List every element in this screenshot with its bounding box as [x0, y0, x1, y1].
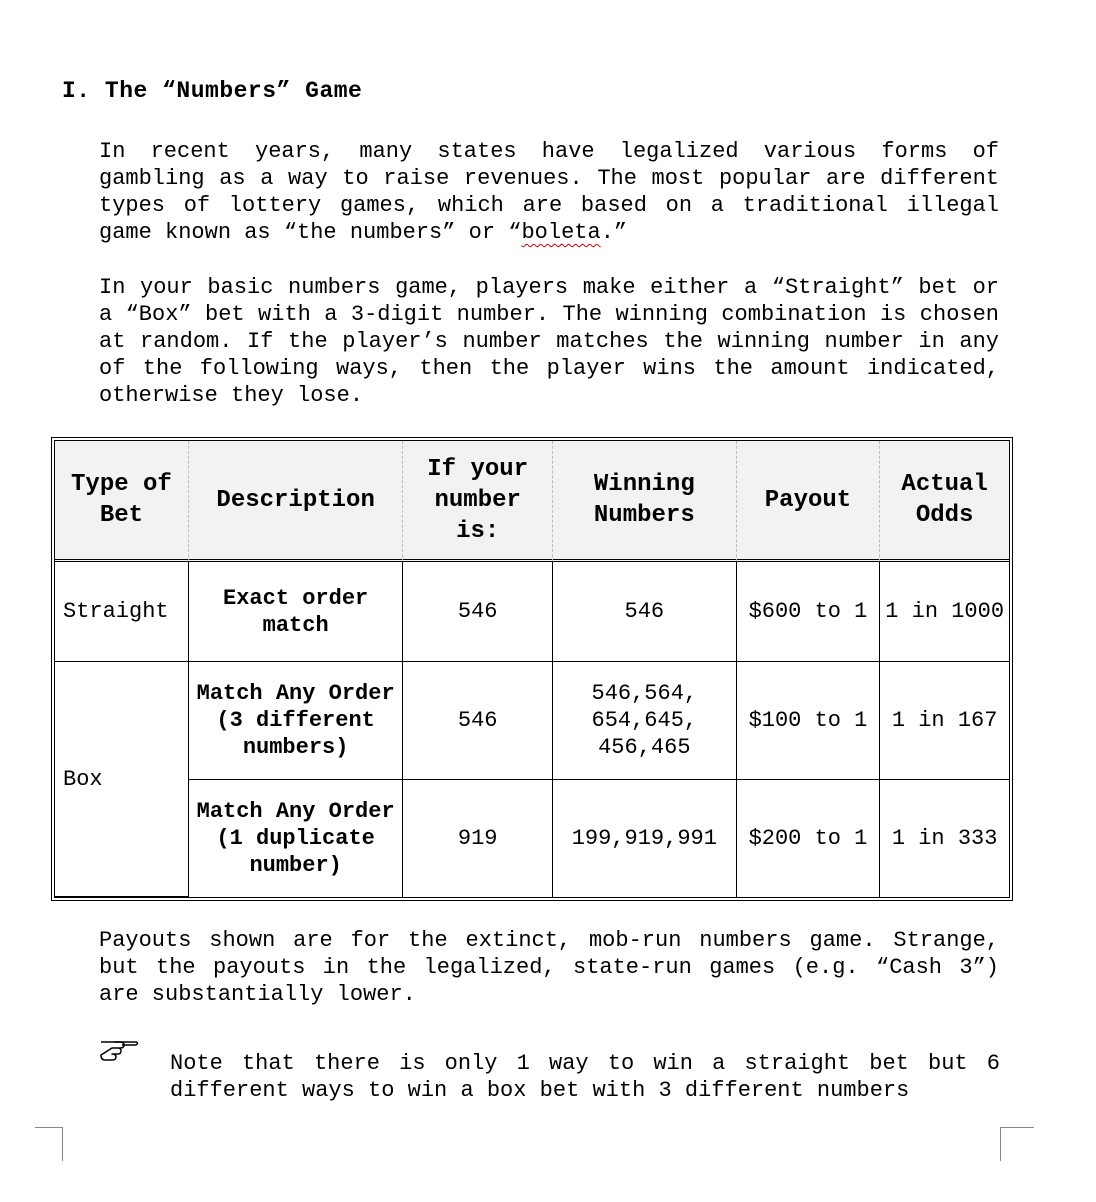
header-winning: Winning Numbers — [553, 441, 737, 562]
note-text: Note that there is only 1 way to win a straight bet but 6 different ways to win a box bet with 3 different numbers — [170, 1051, 1000, 1103]
rules-paragraph: In your basic numbers game, players make either a “Straight” bet or a “Box” bet with a 3-digit number. The winning combination is chosen at random. If the player’s number matches the winning number in any of the following ways, then the player wins the amount indicated, otherwise they lose. — [99, 275, 999, 408]
cell-payout: $100 to 1 — [737, 662, 881, 780]
cell-winning: 546,564, 654,645, 456,465 — [553, 662, 737, 780]
header-your-number: If your number is: — [403, 441, 553, 562]
cell-type: Box — [55, 662, 189, 897]
header-type: Type of Bet — [55, 441, 189, 562]
intro-text-end: .” — [600, 220, 628, 245]
payout-note-paragraph: Payouts shown are for the extinct, mob-run numbers game. Strange, but the payouts in the legalized, state-run games (e.g. “Cash 3”) are substantially lower. — [99, 928, 999, 1007]
cell-type: Straight — [55, 562, 189, 662]
section-heading: I. The “Numbers” Game — [62, 78, 363, 104]
cell-payout: $600 to 1 — [737, 562, 881, 662]
pointing-hand-icon — [98, 1036, 142, 1064]
cell-description: Exact order match — [189, 562, 404, 662]
table-row — [55, 562, 1009, 662]
intro-text-start: In recent years, many states have legalized various forms of gambling as a way to raise revenues. The most popular are different types of lottery games, which are based on a traditional illegal game known as “the numbers” or “ — [99, 139, 999, 245]
cell-description: Match Any Order (1 duplicate number) — [189, 780, 404, 897]
header-description: Description — [189, 441, 404, 562]
page-corner-mark-right — [1000, 1127, 1034, 1161]
intro-paragraph — [99, 138, 999, 246]
cell-payout: $200 to 1 — [737, 780, 881, 897]
page-corner-mark-left — [35, 1127, 63, 1161]
cell-number: 546 — [403, 562, 553, 662]
cell-odds: 1 in 333 — [891, 826, 998, 851]
table-row — [55, 780, 1009, 897]
cell-number: 919 — [403, 780, 553, 897]
bet-table — [51, 437, 1013, 901]
cell-winning: 546 — [553, 562, 737, 662]
cell-winning: 199,919,991 — [553, 780, 737, 897]
table-row — [55, 662, 1009, 780]
cell-number: 546 — [403, 662, 553, 780]
header-payout: Payout — [737, 441, 881, 562]
cell-description: Match Any Order (3 different numbers) — [189, 662, 404, 780]
header-odds: Actual Odds — [880, 441, 1009, 562]
cell-odds: 1 in 167 — [880, 662, 1009, 780]
flagged-word[interactable]: boleta — [521, 220, 601, 245]
cell-odds: 1 in 1000 — [880, 562, 1009, 662]
